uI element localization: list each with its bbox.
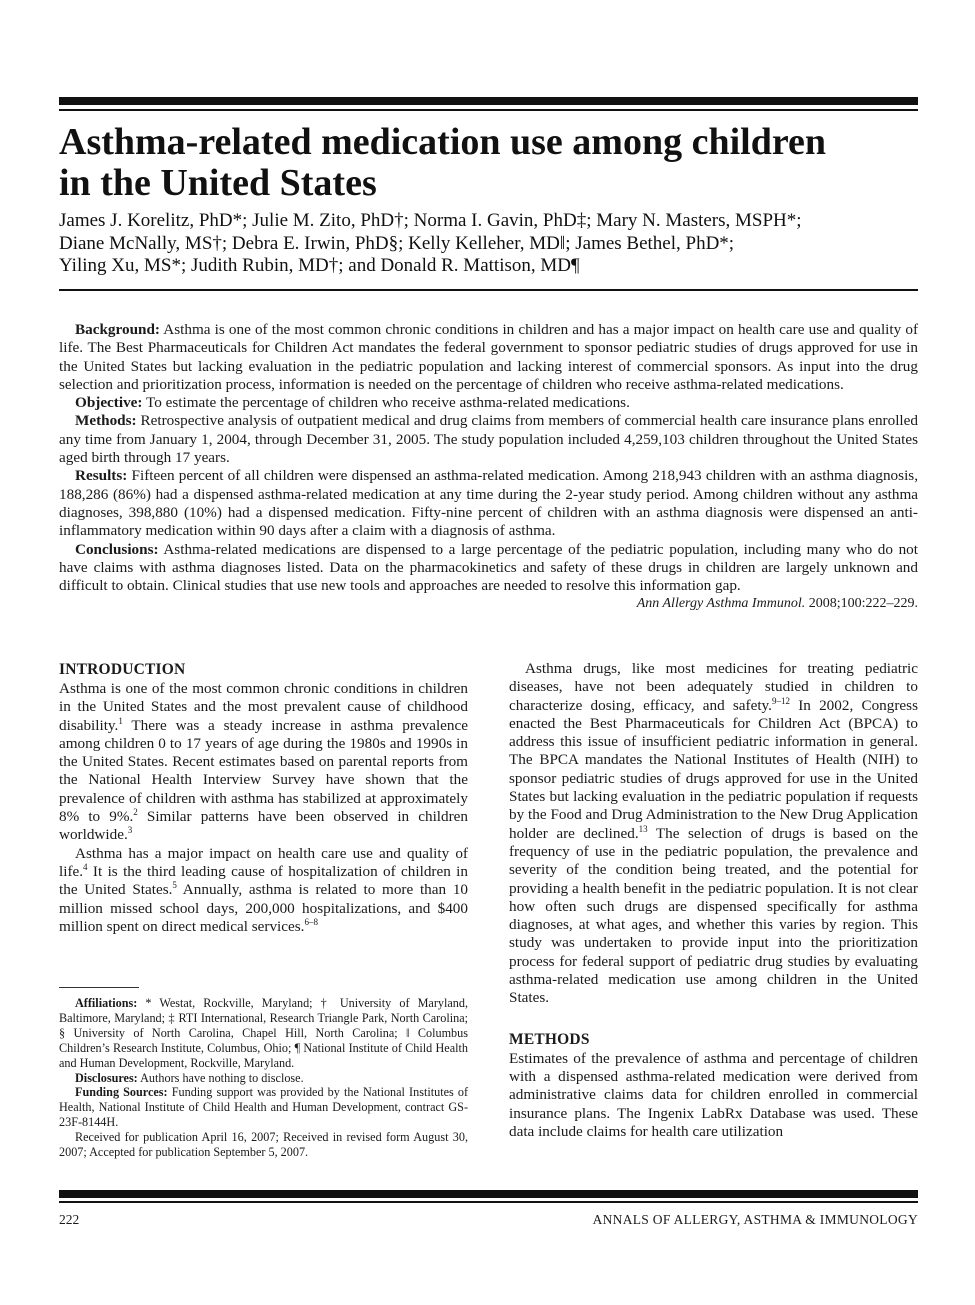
abstract <box>59 321 918 613</box>
page-number: 222 <box>59 1212 80 1227</box>
footer-rule-thick <box>59 1190 918 1198</box>
ref-1: 1 <box>118 715 123 726</box>
title-line-1: Asthma-related medication use among children <box>59 121 827 163</box>
citation-details: 2008;100:222–229. <box>805 596 918 612</box>
methods-label: Methods: <box>75 412 137 430</box>
abstract-objective <box>59 394 918 412</box>
ref-2: 2 <box>133 807 138 818</box>
background-text: Asthma is one of the most common chronic conditions in children and has a major impact on health care use and quality of life. The Best Pharmaceuticals for Children Act mandates the federal government to sponsor pediatric studies of drugs approved for use in the United States but lacking evaluation in the pediatric population and lacking interest of commercial sponsors. As input into the drug selection and prioritization process, information is needed on the percentage of children who receive asthma-related medications. <box>59 321 918 393</box>
intro-p1-text-b: There was a steady increase in asthma prevalence among children 0 to 17 years of age during the 1980s and 1990s in the United States. Recent estimates based on parental reports from the National Health Interview Survey have shown that the prevalence of children with asthma has stabilized at approximately 8% to 9%. <box>59 716 468 826</box>
intro-p3-text-a: Asthma drugs, like most medicines for treating pediatric diseases, have not been adequately studied in children to characterize dosing, efficacy, and safety. <box>509 660 918 714</box>
ref-3: 3 <box>127 825 133 836</box>
footnote-funding <box>59 1085 468 1130</box>
intro-p2-text-b: It is the third leading cause of hospitalization of children in the United States. <box>59 862 468 899</box>
objective-text: To estimate the percentage of children who receive asthma-related medications. <box>142 394 630 412</box>
footnote-disclosures <box>59 1071 468 1086</box>
conclusions-text: Asthma-related medications are dispensed to a large percentage of the pediatric population, including many who do not have claims with asthma diagnoses listed. Data on the pharmacokinetics and safety of these drugs in children are largely unknown and difficult to obtain. Clinical studies that use new tools and approaches are needed to resolve this information gap. <box>59 540 918 595</box>
footnote-separator <box>59 987 139 988</box>
footnotes <box>59 996 468 1160</box>
author-line-3: Yiling Xu, MS*; Judith Rubin, MD†; and Donald R. Mattison, MD¶ <box>59 255 580 276</box>
citation <box>59 595 918 613</box>
top-rule-thick <box>59 97 918 105</box>
intro-p3-text-b: In 2002, Congress enacted the Best Pharmaceuticals for Children Act (BPCA) to address this issue of insufficient pediatric information in general. The BPCA mandates the National Institutes of Health (NIH) to sponsor pediatric studies of drugs approved for use in the United States but lacking evaluation in the pediatric population if requests by the Food and Drug Administration to the New Drug Application holder are declined. <box>509 696 918 842</box>
right-column <box>509 660 918 1141</box>
footer-rule-thin <box>59 1201 918 1203</box>
title-line-2: in the United States <box>59 162 377 204</box>
author-list <box>59 210 939 278</box>
ref-9-12: 9–12 <box>771 695 790 706</box>
left-column <box>59 660 468 936</box>
methods-text: Retrospective analysis of outpatient medical and drug claims from members of commercial health care insurance plans enrolled any time from January 1, 2004, through December 31, 2005. The study population included 4,259,103 children throughout the United States aged birth through 17 years. <box>59 412 918 467</box>
abstract-background <box>59 321 918 394</box>
ref-5: 5 <box>172 880 177 891</box>
intro-p2-text-a: Asthma has a major impact on health care use and quality of life. <box>59 844 468 880</box>
footnote-affiliations <box>59 996 468 1071</box>
results-label: Results: <box>75 467 128 485</box>
intro-paragraph-1 <box>59 680 468 845</box>
funding-label: Funding Sources: <box>75 1085 168 1100</box>
article-title <box>59 122 939 204</box>
results-text: Fifteen percent of all children were dispensed an asthma-related medication. Among 218,943 children with an asthma diagnosis, 188,286 (86%) had a dispensed asthma-related medication at any time during the 2-year study period. Among children without any asthma diagnoses, 398,880 (10%) had a dispensed medication. Fifty-nine percent of children with an asthma diagnosis were dispensed an anti-inflammatory medication within 90 days after a claim with a diagnosis of asthma. <box>59 467 918 540</box>
introduction-heading: INTRODUCTION <box>59 661 186 678</box>
citation-journal: Ann Allergy Asthma Immunol. <box>636 596 806 612</box>
abstract-results <box>59 467 918 540</box>
intro-p3-text-c: The selection of drugs is based on the frequency of use in the pediatric population, the prevalence and severity of the condition being treated, and the potential for providing a health benefit in the pediatric population. It is not clear how often such drugs are dispensed specifically for asthma diagnoses, at what ages, and whether this varies by region. This study was undertaken to provide input into the prioritization process for federal support of pediatric drug studies by evaluating asthma-related medication use among children in the United States. <box>509 824 918 1007</box>
disclosures-text: Authors have nothing to disclose. <box>137 1070 304 1085</box>
intro-p1-text-a: Asthma is one of the most common chronic conditions in children in the United States and the most prevalent cause of childhood disability. <box>59 680 468 734</box>
intro-paragraph-2 <box>59 845 468 936</box>
abstract-conclusions <box>59 541 918 596</box>
ref-6-8: 6–8 <box>304 916 318 927</box>
funding-text: Funding support was provided by the National Institutes of Health, National Institute of Child Health and Human Development, contract GS-23F-8144H. <box>59 1085 469 1130</box>
ref-13: 13 <box>638 823 648 834</box>
ref-4: 4 <box>83 861 88 872</box>
objective-label: Objective: <box>75 394 143 412</box>
conclusions-label: Conclusions: <box>75 540 159 558</box>
intro-paragraph-3 <box>509 660 918 1008</box>
affiliations-text: * Westat, Rockville, Maryland; † University of Maryland, Baltimore, Maryland; ‡ RTI International, Research Triangle Park, North Carolina; § University of North Carolina, Chapel Hill, North Carolina; ‖ Columbus Children’s Research Institute, Columbus, Ohio; ¶ National Institute of Child Health and Human Development, Rockville, Maryland. <box>59 996 468 1070</box>
methods-heading: METHODS <box>509 1030 590 1048</box>
background-label: Background: <box>75 321 160 338</box>
author-line-1: James J. Korelitz, PhD*; Julie M. Zito, PhD†; Norma I. Gavin, PhD‡; Mary N. Masters, MSPH*; <box>59 210 802 231</box>
abstract-methods <box>59 412 918 467</box>
footnote-received: Received for publication April 16, 2007; Received in revised form August 30, 2007; Accepted for publication September 5, 2007. <box>59 1130 468 1160</box>
journal-name: ANNALS OF ALLERGY, ASTHMA & IMMUNOLOGY <box>592 1212 918 1227</box>
affiliations-label: Affiliations: <box>75 996 138 1010</box>
disclosures-label: Disclosures: <box>75 1070 138 1085</box>
methods-paragraph-1: Estimates of the prevalence of asthma and percentage of children with a dispensed asthma-related medication were derived from administrative claims data for children enrolled in commercial insurance plans. The Ingenix LabRx Database was used. These data include claims for health care utilization <box>509 1049 918 1140</box>
intro-p2-text-c: Annually, asthma is related to more than 10 million missed school days, 200,000 hospitalizations, and $400 million spent on direct medical services. <box>59 881 469 935</box>
top-rule-thin <box>59 109 918 111</box>
header-divider <box>59 289 918 291</box>
author-line-2: Diane McNally, MS†; Debra E. Irwin, PhD§; Kelly Kelleher, MD‖; James Bethel, PhD*; <box>59 232 735 254</box>
intro-p1-text-c: Similar patterns have been observed in children worldwide. <box>59 808 468 844</box>
